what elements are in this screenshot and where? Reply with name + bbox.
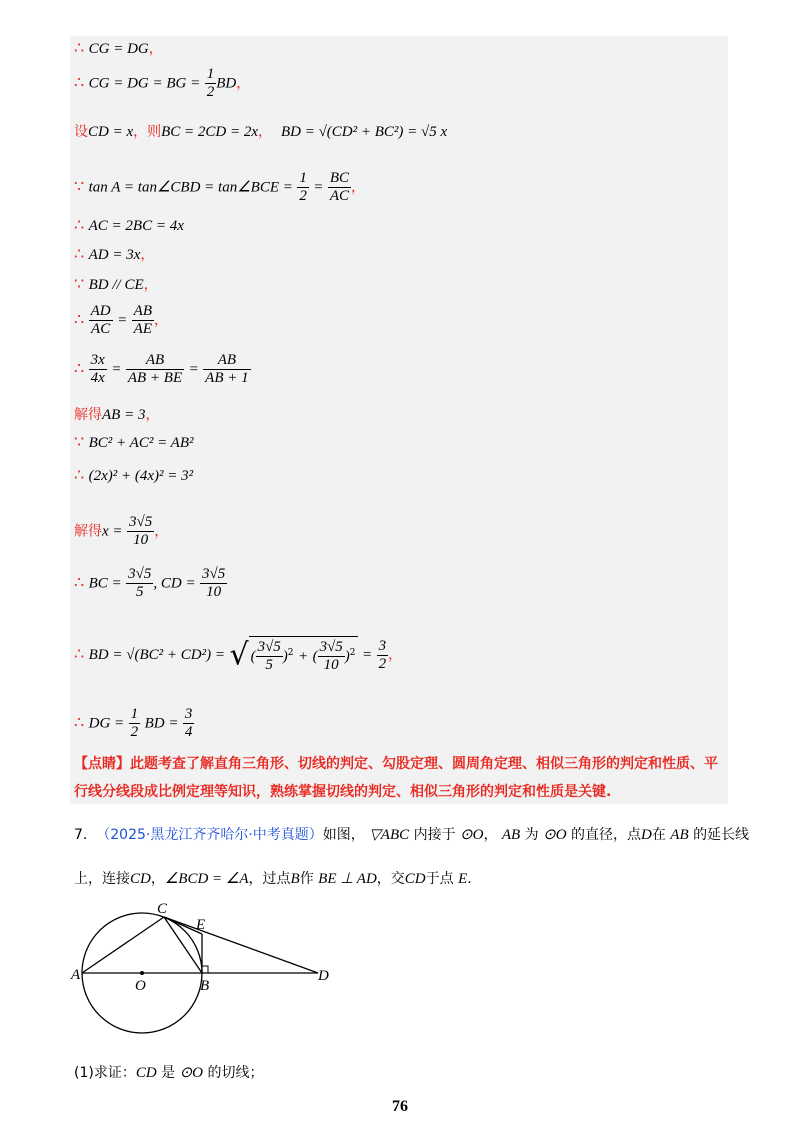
equation: x = [102, 523, 123, 540]
question-number: 7. [74, 827, 88, 843]
fraction: $\frac{3x}{4x}$ [90, 352, 105, 386]
geometry-figure [66, 900, 346, 1060]
fraction: $\frac{AB}{AB + 1}$ [205, 352, 249, 386]
fraction: $\frac{3√5}{5}$ [257, 639, 281, 673]
fraction: $\frac{3}{2}$ [378, 637, 387, 672]
solution-line: ∴ $\frac{AD}{AC}$ = $\frac{AB}{AE}$ ， [74, 303, 168, 337]
fraction: $\frac{AB}{AE}$ [133, 303, 152, 337]
text: 解得 [74, 407, 102, 423]
fraction: $\frac{AD}{AC}$ [90, 303, 111, 337]
solution-line: ∴ BC = $\frac{3√5}{5}$ , CD = $\frac{3√5}{10}$ [74, 566, 226, 600]
equation: CG = DG [88, 41, 149, 57]
key-point-note: 【点睛】此题考查了解直角三角形、切线的判定、勾股定理、圆周角定理、相似三角形的判定和性质、平行线分线段成比例定理等知识，熟练掌握切线的判定、相似三角形的判定和性质是关键. [74, 756, 718, 800]
solution-line: ∵ tan A = tan∠CBD = tan∠BCE = $\frac{1}{2}$ = $\frac{BC}{AC}$ ， [74, 170, 366, 204]
label-c: C [157, 901, 168, 917]
equation: AC = 2BC = 4x [88, 218, 184, 234]
fraction: $\frac{3√5}{10}$ [128, 514, 153, 548]
solution-line: 解得AB = 3， [74, 407, 160, 423]
right-angle-mark [202, 966, 208, 973]
equation: BD = √(CD² + BC²) = √5 x [280, 124, 448, 140]
question-source: （2025·黑龙江齐齐哈尔·中考真题） [96, 827, 323, 843]
segment-cd [164, 917, 318, 973]
equation: (2x)² + (4x)² = 3² [88, 468, 194, 484]
equation: AB = 3 [102, 407, 146, 423]
equation: BD [216, 75, 237, 92]
question-line: 7. （2025·黑龙江齐齐哈尔·中考真题）如图， ▽ABC 内接于 ⊙O， AB 为 ⊙O 的直径，点D在 AB 的延长线 [74, 827, 750, 843]
fraction: $\frac{3√5}{10}$ [202, 566, 226, 600]
label-d: D [318, 968, 329, 984]
equation: BD = √(BC² + CD²) = [88, 647, 225, 663]
solution-line: ∴ CG = DG = BG = $\frac{1}{2}$ BD， [74, 66, 251, 100]
fraction: $\frac{BC}{AC}$ [329, 170, 350, 204]
equation: , CD = [153, 575, 196, 592]
solution-block [70, 36, 728, 804]
page-number: 76 [392, 1098, 408, 1115]
fraction: $\frac{AB}{AB + BE}$ [127, 352, 183, 386]
equation: BD // CE [88, 277, 144, 293]
equation: CG = DG = BG = [88, 75, 201, 92]
sub-question: (1)求证：CD 是 ⊙O 的切线； [74, 1065, 264, 1081]
equation: BC² + AC² = AB² [88, 435, 194, 451]
text: 解得 [74, 523, 102, 540]
text: ，则 [133, 124, 162, 140]
text: 设 [74, 124, 88, 140]
fraction: $\frac{1}{2}$ [206, 66, 215, 100]
solution-line: ∴ (2x)² + (4x)² = 3² [74, 465, 194, 484]
fraction: $\frac{1}{2}$ [299, 170, 307, 204]
solution-line: ∴ BD = √(BC² + CD²) = √ ( $\frac{3√5}{5}$ )$^2$ + ( $\frac{3√5}{10}$ )$^2$ = $\frac{3}{2}$ ， [74, 637, 403, 673]
equation: DG = [88, 715, 125, 732]
center-point [140, 971, 144, 975]
equation: AD = 3x [88, 247, 141, 263]
question-line: 上，连接CD，∠BCD = ∠A，过点B作 BE ⊥ AD，交CD于点 E. [74, 871, 472, 887]
label-e: E [196, 917, 206, 933]
equation: CD = x [88, 124, 134, 140]
segment-ac [82, 917, 164, 973]
solution-line: ∵ BD // CE， [74, 274, 158, 293]
equation: BC = [88, 575, 122, 592]
solution-line: 设CD = x，则BC = 2CD = 2x， BD = √(CD² + BC²) = √5 x [74, 124, 448, 140]
fraction: $\frac{3}{4}$ [184, 706, 193, 740]
solution-line: ∵ BC² + AC² = AB² [74, 432, 194, 451]
equation: tan A = tan∠CBD = tan∠BCE = [88, 179, 293, 196]
fraction: $\frac{3√5}{5}$ [128, 566, 152, 600]
equation: BD = [144, 715, 179, 732]
solution-line: ∴ AD = 3x， [74, 244, 155, 263]
label-a: A [71, 967, 81, 983]
solution-line: ∴ CG = DG， [74, 38, 163, 57]
solution-line: ∴ DG = $\frac{1}{2}$ BD = $\frac{3}{4}$ [74, 706, 193, 740]
label-o: O [135, 978, 146, 994]
equation: BC = 2CD = 2x [161, 124, 259, 140]
label-b: B [200, 978, 210, 994]
solution-line: ∴ AC = 2BC = 4x [74, 215, 184, 234]
fraction: $\frac{3√5}{10}$ [319, 639, 343, 673]
fraction: $\frac{1}{2}$ [130, 706, 139, 740]
solution-line: 解得x = $\frac{3√5}{10}$ ， [74, 514, 169, 548]
solution-line: ∴ $\frac{3x}{4x}$ = $\frac{AB}{AB + BE}$ = $\frac{AB}{AB + 1}$ [74, 352, 249, 386]
